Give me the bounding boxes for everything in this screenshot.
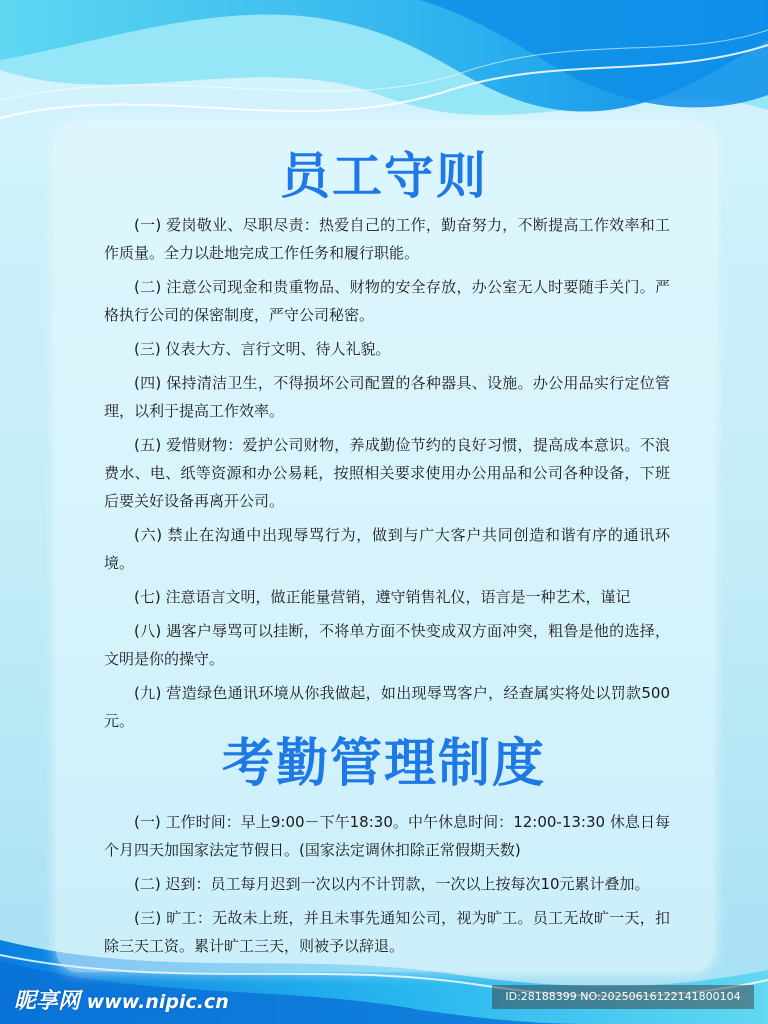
attendance-paragraph-2: (二) 迟到：员工每月迟到一次以内不计罚款，一次以上按每次10元累计叠加。 [134, 875, 650, 893]
rules-paragraph-4: (四) 保持清洁卫生，不得损坏公司配置的各种器具、设施。办公用品实行定位管理，以利于提高工作效率。 [104, 374, 670, 420]
attendance-section [104, 808, 670, 966]
rules-paragraph-7: (七) 注意语言文明，做正能量营销，遵守销售礼仪，语言是一种艺术，谨记 [134, 588, 631, 606]
nipic-watermark-logo [14, 984, 229, 1015]
rules-section [104, 211, 670, 741]
rules-paragraph-3: (三) 仪表大方、言行文明、待人礼貌。 [134, 340, 391, 358]
rules-paragraph-8: (八) 遇客户辱骂可以挂断，不将单方面不快变成双方面冲突，粗鲁是他的选择，文明是你的操守。 [104, 622, 670, 668]
attendance-paragraph-3: (三) 旷工：无故未上班，并且未事先通知公司，视为旷工。员工无故旷一天，扣除三天工资。累计旷工三天，则被予以辞退。 [104, 909, 670, 955]
rules-paragraph-2: (二) 注意公司现金和贵重物品、财物的安全存放，办公室无人时要随手关门。严格执行公司的保密制度，严守公司秘密。 [104, 278, 670, 324]
attendance-paragraph-1: (一) 工作时间：早上9:00－下午18:30。中午休息时间：12:00-13:30 休息日每个月四天加国家法定节假日。(国家法定调休扣除正常假期天数) [104, 813, 670, 859]
rules-paragraph-9: (九) 营造绿色通讯环境从你我做起，如出现辱骂客户，经查属实将处以罚款500元。 [104, 684, 670, 730]
logo-url-text: www.nipic.cn [86, 991, 229, 1013]
rules-paragraph-1: (一) 爱岗敬业、尽职尽责：热爱自己的工作，勤奋努力，不断提高工作效率和工作质量。全力以赴地完成工作任务和履行职能。 [104, 216, 670, 262]
attendance-title: 考勤管理制度 [221, 734, 546, 794]
logo-cn-text: 昵享网 [14, 989, 81, 1014]
image-id-bar: ID:28188399 NO:20250616122141800104 [492, 985, 754, 1009]
rules-title: 员工守则 [280, 147, 488, 205]
rules-paragraph-5: (五) 爱惜财物：爱护公司财物，养成勤俭节约的良好习惯，提高成本意识。不浪费水、电、纸等资源和办公易耗，按照相关要求使用办公用品和公司各种设备，下班后要关好设备再离开公司。 [104, 436, 670, 510]
rules-paragraph-6: (六) 禁止在沟通中出现辱骂行为，做到与广大客户共同创造和谐有序的通讯环境。 [104, 526, 670, 572]
